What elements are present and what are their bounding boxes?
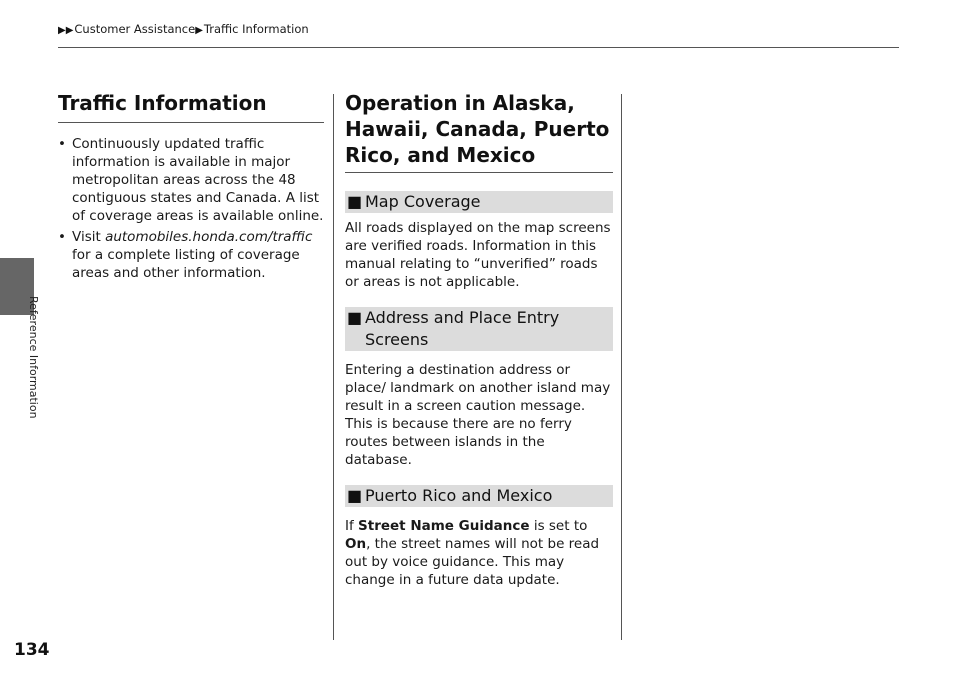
subheading-text: Puerto Rico and Mexico [365,486,553,505]
subheading-puerto-rico [345,485,613,507]
main-column [58,90,324,285]
text-prefix: If [345,518,359,534]
breadcrumb-separator-icon: ▶ [195,25,203,36]
subheading-text: Map Coverage [365,192,481,211]
section-title: Traffic Information [58,90,324,123]
side-column [345,90,613,589]
list-item [58,228,324,282]
bullet-text: Continuously updated traffic information is available in major metropolitan areas across the 48 contiguous states and Canada. A list of coverage areas is available online. [72,136,324,224]
bullet-list [58,135,324,282]
breadcrumb-current-page: Traffic Information [203,22,309,36]
text-suffix: , the street names will not be read out by voice guidance. This may change in a future data update. [345,536,600,588]
puerto-rico-text [345,517,613,589]
breadcrumb [58,22,309,36]
text-middle: is set to [529,518,588,534]
chapter-label: Reference Information [27,296,40,419]
square-bullet-icon: ■ [347,486,363,505]
subheading-text: Address and Place Entry Screens [365,308,560,349]
subheading-address-entry [345,307,613,351]
bullet-icon: • [58,136,66,152]
bullet-text-suffix: for a complete listing of coverage areas and other information. [72,247,300,281]
address-entry-text: Entering a destination address or place/ landmark on another island may result in a screen caution message. This is because there are no ferry routes between islands in the database. [345,362,611,468]
breadcrumb-arrow-icon: ▶▶ [58,25,74,36]
setting-name: Street Name Guidance [358,518,530,534]
setting-value: On [345,536,367,552]
list-item [58,135,324,225]
map-coverage-text: All roads displayed on the map screens are verified roads. Information in this manual relating to “unverified” roads or areas is not applicable. [345,220,611,290]
sidebar-title: Operation in Alaska, Hawaii, Canada, Puerto Rico, and Mexico [345,90,613,173]
square-bullet-icon: ■ [347,308,363,327]
square-bullet-icon: ■ [347,192,363,211]
bullet-icon: • [58,229,66,245]
bullet-text-prefix: Visit [72,229,106,245]
subheading-map-coverage [345,191,613,213]
header-divider [58,47,899,48]
page-number: 134 [14,640,50,660]
breadcrumb-link-customer-assistance[interactable]: Customer Assistance [74,22,196,36]
column-divider-right [621,94,622,640]
traffic-url-link[interactable]: automobiles.honda.com/traffic [105,229,313,245]
column-divider-left [333,94,334,640]
